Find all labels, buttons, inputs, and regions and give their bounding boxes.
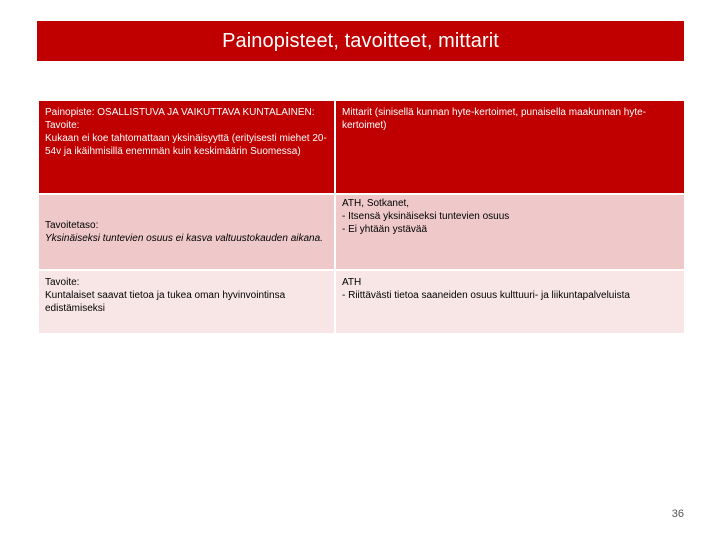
goal-metrics-cell — [335, 270, 685, 334]
metric-item: - Itsensä yksinäiseksi tuntevien osuus — [342, 211, 510, 222]
target-level-label: Tavoitetaso: — [45, 220, 99, 231]
metric-source: ATH, Sotkanet, — [342, 198, 410, 209]
slide-title: Painopisteet, tavoitteet, mittarit — [222, 29, 499, 52]
goal-cell — [38, 270, 335, 334]
metrics-header-text: Mittarit (sinisellä kunnan hyte-kertoimet, punaisella maakunnan hyte-kertoimet) — [342, 107, 647, 131]
metric-source: ATH — [342, 277, 362, 288]
target-level-text: Yksinäiseksi tuntevien osuus ei kasva valtuustokauden aikana. — [45, 233, 323, 244]
table-row — [38, 194, 685, 270]
target-level-metrics-cell — [335, 194, 685, 270]
goal-label: Tavoite: — [45, 277, 80, 288]
table-row — [38, 100, 685, 194]
page-number: 36 — [671, 508, 684, 520]
table-row — [38, 270, 685, 334]
metric-item: - Riittävästi tietoa saaneiden osuus kulttuuri- ja liikuntapalveluista — [342, 290, 630, 301]
target-level-cell — [38, 194, 335, 270]
slide-title-bar — [37, 21, 684, 61]
focus-area-cell — [38, 100, 335, 194]
focus-area-label: Painopiste: OSALLISTUVA JA VAIKUTTAVA KUNTALAINEN: — [45, 107, 315, 118]
goals-table — [37, 99, 686, 335]
goal-text: Kukaan ei koe tahtomattaan yksinäisyyttä (erityisesti miehet 20-54v ja ikäihmisillä enemmän kuin keskimäärin Suomessa) — [45, 133, 327, 157]
metric-item: - Ei yhtään ystävää — [342, 224, 428, 235]
goal-label: Tavoite: — [45, 120, 80, 131]
goal-text: Kuntalaiset saavat tietoa ja tukea oman hyvinvointinsa edistämiseksi — [45, 290, 286, 314]
metrics-header-cell — [335, 100, 685, 194]
